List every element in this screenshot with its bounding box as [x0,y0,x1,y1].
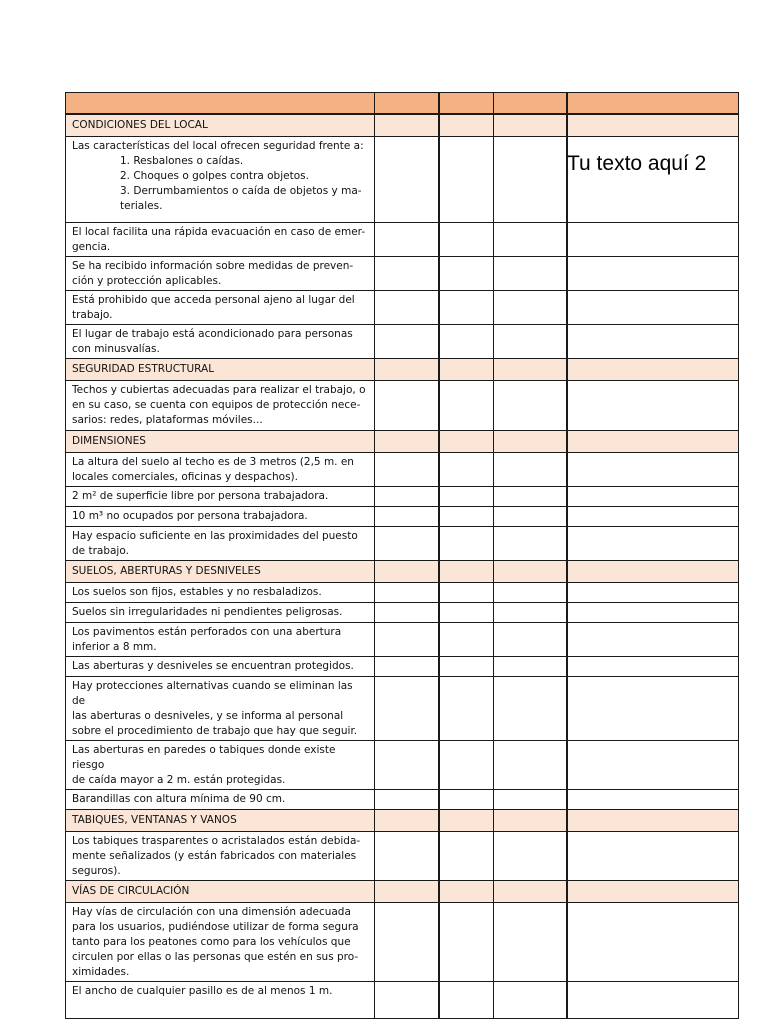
answer-cell[interactable] [494,359,567,381]
text-line: Se ha recibido información sobre medidas de preven- [72,260,354,272]
answer-cell[interactable] [567,507,739,527]
answer-cell[interactable] [494,487,567,507]
answer-cell[interactable] [567,657,739,677]
answer-cell[interactable] [494,881,567,903]
section-title [66,114,375,137]
text-line: Está prohibido que acceda personal ajeno al lugar del [72,294,355,306]
checklist-item-text [66,507,375,527]
text-line: gencia. [72,241,111,253]
checklist-row [66,453,739,487]
answer-cell[interactable] [494,223,567,257]
answer-cell[interactable] [375,741,439,790]
checklist-document [65,92,738,1019]
checklist-item-text [66,527,375,561]
answer-cell[interactable] [439,583,494,603]
answer-cell[interactable] [375,325,439,359]
checklist-row [66,381,739,431]
answer-cell[interactable] [375,257,439,291]
answer-cell[interactable] [439,257,494,291]
answer-cell[interactable] [439,325,494,359]
answer-cell[interactable] [494,982,567,1019]
answer-cell[interactable] [439,431,494,453]
checklist-row [66,291,739,325]
text-line: La altura del suelo al techo es de 3 metros (2,5 m. en [72,456,354,468]
answer-cell[interactable] [375,291,439,325]
checklist-item-text [66,832,375,881]
text-line: locales comerciales, oficinas y despachos). [72,471,298,483]
answer-cell[interactable] [567,810,739,832]
section-title [66,881,375,903]
answer-cell[interactable] [375,903,439,982]
checklist-row [66,741,739,790]
answer-cell[interactable] [494,603,567,623]
text-line: Los tabiques trasparentes o acristalados están debida- [72,835,361,847]
section-title [66,810,375,832]
text-line: 10 m³ no ocupados por persona trabajadora. [72,510,308,522]
checklist-item-text [66,137,375,223]
answer-cell[interactable] [567,603,739,623]
answer-cell[interactable] [439,453,494,487]
text-line: Suelos sin irregularidades ni pendientes peligrosas. [72,606,343,618]
text-line: ximidades. [72,966,130,978]
answer-cell[interactable] [494,291,567,325]
answer-cell[interactable] [494,453,567,487]
answer-cell[interactable] [375,137,439,223]
answer-cell[interactable] [567,291,739,325]
answer-cell[interactable] [439,381,494,431]
checklist-row [66,623,739,657]
text-line: Los pavimentos están perforados con una abertura [72,626,342,638]
checklist-item-text [66,583,375,603]
answer-cell[interactable] [494,527,567,561]
answer-cell[interactable] [439,741,494,790]
text-line: tanto para los peatones como para los vehículos que [72,936,351,948]
checklist-row [66,677,739,741]
answer-cell[interactable] [375,223,439,257]
text-line: Techos y cubiertas adecuadas para realizar el trabajo, o [72,384,366,396]
answer-cell[interactable] [439,137,494,223]
answer-cell[interactable] [567,790,739,810]
text-line: Hay espacio suficiente en las proximidades del puesto [72,530,358,542]
checklist-item-text [66,603,375,623]
answer-cell[interactable] [439,832,494,881]
checklist-row [66,325,739,359]
answer-cell[interactable] [439,790,494,810]
text-line: Barandillas con altura mínima de 90 cm. [72,793,286,805]
checklist-row [66,527,739,561]
answer-cell[interactable] [375,583,439,603]
checklist-row [66,603,739,623]
answer-cell[interactable] [439,603,494,623]
answer-cell[interactable] [375,677,439,741]
text-line: SUELOS, ABERTURAS Y DESNIVELES [72,565,261,577]
answer-cell[interactable] [375,657,439,677]
answer-cell[interactable] [439,657,494,677]
text-line: en su caso, se cuenta con equipos de protección nece- [72,399,361,411]
answer-cell[interactable] [494,325,567,359]
answer-cell[interactable] [567,623,739,657]
answer-cell[interactable] [494,507,567,527]
answer-cell[interactable] [375,114,439,137]
answer-cell[interactable] [567,359,739,381]
answer-cell[interactable] [375,881,439,903]
answer-cell[interactable] [375,623,439,657]
text-line: DIMENSIONES [72,435,146,447]
text-line: El lugar de trabajo está acondicionado para personas [72,328,353,340]
answer-cell[interactable] [567,257,739,291]
answer-cell[interactable] [439,223,494,257]
text-line: trabajo. [72,309,113,321]
answer-cell[interactable] [375,832,439,881]
answer-cell[interactable] [375,359,439,381]
answer-cell[interactable] [439,810,494,832]
answer-cell[interactable] [439,527,494,561]
answer-cell[interactable] [375,381,439,431]
text-line: Las aberturas en paredes o tabiques donde existe riesgo [72,744,336,771]
answer-cell[interactable] [439,677,494,741]
answer-cell[interactable] [375,790,439,810]
answer-cell[interactable] [567,381,739,431]
answer-cell[interactable] [375,810,439,832]
text-line: El ancho de cualquier pasillo es de al menos 1 m. [72,985,333,997]
checklist-row [66,487,739,507]
answer-cell[interactable] [439,507,494,527]
text-line: sobre el procedimiento de trabajo que hay que seguir. [72,725,358,737]
text-line: ción y protección aplicables. [72,275,222,287]
sub-item-line: 3. Derrumbamientos o caída de objetos y ma- [120,185,362,197]
checklist-item-text [66,790,375,810]
answer-cell[interactable] [494,114,567,137]
checklist-row [66,790,739,810]
answer-cell[interactable] [567,137,739,223]
answer-cell[interactable] [494,790,567,810]
text-line: las aberturas o desniveles, y se informa al personal [72,710,344,722]
text-line: para los usuarios, pudiéndose utilizar de forma segura [72,921,359,933]
answer-cell[interactable] [439,881,494,903]
text-line: Hay protecciones alternativas cuando se eliminan las de [72,680,353,707]
section-header-row [66,561,739,583]
answer-cell[interactable] [567,903,739,982]
answer-cell[interactable] [375,982,439,1019]
text-line: Los suelos son fijos, estables y no resbaladizos. [72,586,322,598]
section-header-row [66,431,739,453]
text-line: CONDICIONES DEL LOCAL [72,119,208,131]
text-line: inferior a 8 mm. [72,641,157,653]
text-line: TABIQUES, VENTANAS Y VANOS [72,814,237,826]
section-header-row [66,359,739,381]
checklist-row [66,832,739,881]
answer-cell[interactable] [567,881,739,903]
header-cell [494,93,567,115]
answer-cell[interactable] [439,114,494,137]
checklist-item-text [66,325,375,359]
answer-cell[interactable] [375,561,439,583]
answer-cell[interactable] [567,114,739,137]
text-line: de trabajo. [72,545,129,557]
checklist-row [66,507,739,527]
checklist-item-text [66,741,375,790]
answer-cell[interactable] [567,431,739,453]
checklist-row [66,903,739,982]
answer-cell[interactable] [375,507,439,527]
section-header-row [66,810,739,832]
answer-cell[interactable] [375,431,439,453]
sub-item-line: teriales. [120,200,163,212]
text-line: El local facilita una rápida evacuación en caso de emer- [72,226,366,238]
table-header-row [66,93,739,115]
answer-cell[interactable] [494,657,567,677]
text-line: Las aberturas y desniveles se encuentran protegidos. [72,660,354,672]
checklist-item-text [66,903,375,982]
text-line: con minusvalías. [72,343,160,355]
section-title [66,359,375,381]
checklist-table [65,92,739,1019]
answer-cell[interactable] [494,561,567,583]
answer-cell[interactable] [439,561,494,583]
answer-cell[interactable] [494,137,567,223]
checklist-row [66,223,739,257]
header-cell [439,93,494,115]
answer-cell[interactable] [439,903,494,982]
answer-cell[interactable] [494,810,567,832]
section-title [66,561,375,583]
checklist-row [66,583,739,603]
checklist-item-text [66,223,375,257]
answer-cell[interactable] [567,453,739,487]
answer-cell[interactable] [494,677,567,741]
answer-cell[interactable] [375,603,439,623]
answer-cell[interactable] [439,359,494,381]
sub-item-line: 2. Choques o golpes contra objetos. [120,170,309,182]
answer-cell[interactable] [439,982,494,1019]
answer-cell[interactable] [494,903,567,982]
answer-cell[interactable] [494,583,567,603]
answer-cell[interactable] [567,487,739,507]
text-line: sarios: redes, plataformas móviles... [72,414,263,426]
answer-cell[interactable] [567,561,739,583]
answer-cell[interactable] [494,381,567,431]
checklist-item-text [66,982,375,1019]
text-line: 2 m² de superficie libre por persona trabajadora. [72,490,329,502]
answer-cell[interactable] [567,741,739,790]
header-cell [375,93,439,115]
text-line: Las características del local ofrecen seguridad frente a: [72,140,364,152]
section-title [66,431,375,453]
checklist-row [66,137,739,223]
section-header-row [66,881,739,903]
checklist-row [66,982,739,1019]
checklist-item-text [66,487,375,507]
overlay-text: Tu texto aquí 2 [567,152,707,175]
text-line: SEGURIDAD ESTRUCTURAL [72,363,215,375]
answer-cell[interactable] [494,832,567,881]
header-cell [66,93,375,115]
answer-cell[interactable] [439,487,494,507]
text-line: circulen por ellas o las personas que estén en sus pro- [72,951,359,963]
answer-cell[interactable] [494,741,567,790]
answer-cell[interactable] [375,487,439,507]
answer-cell[interactable] [567,527,739,561]
answer-cell[interactable] [567,583,739,603]
answer-cell[interactable] [567,677,739,741]
checklist-item-text [66,453,375,487]
answer-cell[interactable] [375,527,439,561]
checklist-row [66,657,739,677]
checklist-item-text [66,657,375,677]
text-line: mente señalizados (y están fabricados con materiales [72,850,357,862]
header-cell [567,93,739,115]
checklist-item-text [66,257,375,291]
answer-cell[interactable] [567,325,739,359]
checklist-item-text [66,291,375,325]
text-line: VÍAS DE CIRCULACIÓN [72,885,190,897]
checklist-item-text [66,677,375,741]
sub-item-line: 1. Resbalones o caídas. [120,155,244,167]
checklist-item-text [66,623,375,657]
answer-cell[interactable] [494,623,567,657]
text-line: seguros). [72,865,121,877]
answer-cell[interactable] [567,982,739,1019]
checklist-item-text [66,381,375,431]
answer-cell[interactable] [567,223,739,257]
answer-cell[interactable] [439,291,494,325]
text-line: Hay vías de circulación con una dimensión adecuada [72,906,351,918]
answer-cell[interactable] [375,453,439,487]
answer-cell[interactable] [439,623,494,657]
checklist-row [66,257,739,291]
answer-cell[interactable] [567,832,739,881]
answer-cell[interactable] [494,431,567,453]
section-header-row [66,114,739,137]
text-line: de caída mayor a 2 m. están protegidas. [72,774,286,786]
answer-cell[interactable] [494,257,567,291]
